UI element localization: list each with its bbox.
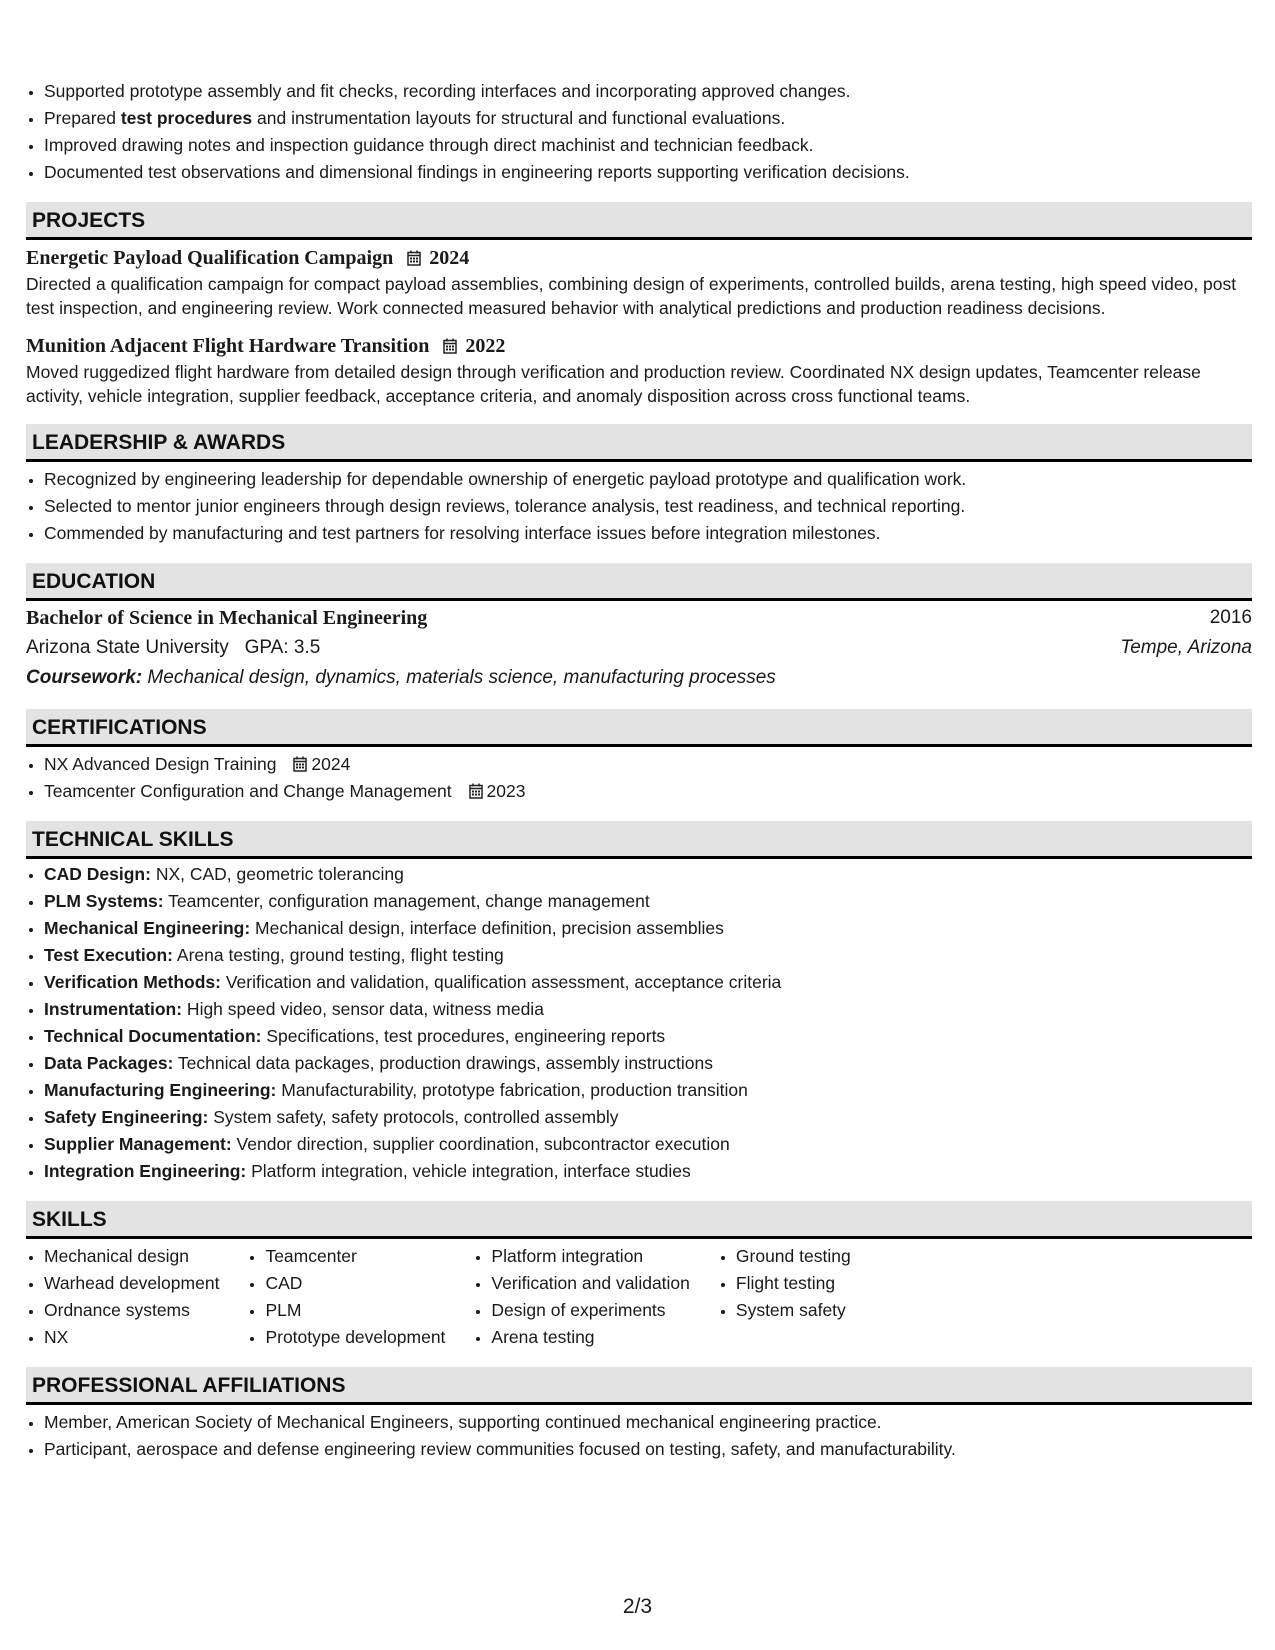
skills-column [473,1243,689,1351]
project-description: Directed a qualification campaign for compact payload assemblies, combining design of experiments, controlled builds, arena testing, high speed video, post test inspection, and engineering review. Work connected measured behavior with analytical predictions and production readiness decisions. [26,274,1237,318]
certification-item [44,751,1252,778]
skills-column [718,1243,851,1351]
certification-year: 2023 [486,781,526,801]
skill-item: • Verification and validation [491,1270,689,1297]
technical-skill-item: • Verification Methods: Verification and validation, qualification assessment, acceptance criteria [44,969,1252,996]
skill-item: • NX [44,1324,219,1351]
project-year: 2024 [429,247,470,269]
section-heading-education: EDUCATION [26,563,1252,601]
project-title: Munition Adjacent Flight Hardware Transition [26,335,430,357]
section-heading-technical-skills: TECHNICAL SKILLS [26,821,1252,859]
section-heading-leadership: LEADERSHIP & AWARDS [26,424,1252,462]
certifications-list [26,751,1252,805]
technical-skill-item: • PLM Systems: Teamcenter, configuration management, change management [44,888,1252,915]
experience-bullet: • Improved drawing notes and inspection guidance through direct machinist and technician feedback. [44,132,1252,159]
skill-item: • Warhead development [44,1270,219,1297]
leadership-item: • Commended by manufacturing and test partners for resolving interface issues before integration milestones. [44,520,1252,547]
project-entry [26,332,1252,408]
skills-column [247,1243,445,1351]
leadership-item: • Selected to mentor junior engineers through design reviews, tolerance analysis, test readiness, and technical reporting. [44,493,1252,520]
resume-page [26,78,1252,1463]
technical-skills-list [26,861,1252,1185]
experience-bullet: • Prepared test procedures and instrumentation layouts for structural and functional evaluations. [44,105,1252,132]
technical-skill-item: • Technical Documentation: Specifications, test procedures, engineering reports [44,1023,1252,1050]
technical-skill-item: • Data Packages: Technical data packages, production drawings, assembly instructions [44,1050,1252,1077]
skill-item: • System safety [736,1297,851,1324]
skill-item: • Platform integration [491,1243,689,1270]
certification-item [44,778,1252,805]
certification-year: 2024 [311,754,351,774]
education-entry [26,603,1252,693]
skill-item: • PLM [265,1297,445,1324]
experience-bullets [26,78,1252,186]
calendar-icon [469,780,483,796]
experience-bullet: • Supported prototype assembly and fit checks, recording interfaces and incorporating approved changes. [44,78,1252,105]
calendar-icon [443,338,457,354]
technical-skill-item: • Safety Engineering: System safety, safety protocols, controlled assembly [44,1104,1252,1131]
technical-skill-item: • CAD Design: NX, CAD, geometric tolerancing [44,861,1252,888]
section-heading-skills: SKILLS [26,1201,1252,1239]
skill-item: • CAD [265,1270,445,1297]
technical-skill-item: • Instrumentation: High speed video, sensor data, witness media [44,996,1252,1023]
gpa: GPA: 3.5 [244,637,321,658]
affiliation-item: • Member, American Society of Mechanical Engineers, supporting continued mechanical engineering practice. [44,1409,1252,1436]
affiliations-list [26,1409,1252,1463]
skill-item: • Teamcenter [265,1243,445,1270]
technical-skill-item: • Integration Engineering: Platform integration, vehicle integration, interface studies [44,1158,1252,1185]
certification-name: Teamcenter Configuration and Change Management [44,781,452,801]
leadership-item: • Recognized by engineering leadership for dependable ownership of energetic payload prototype and qualification work. [44,466,1252,493]
skills-column [26,1243,219,1351]
section-heading-certifications: CERTIFICATIONS [26,709,1252,747]
experience-bullet: • Documented test observations and dimensional findings in engineering reports supporting verification decisions. [44,159,1252,186]
skill-item: • Mechanical design [44,1243,219,1270]
affiliation-item: • Participant, aerospace and defense engineering review communities focused on testing, safety, and manufacturability. [44,1436,1252,1463]
leadership-list [26,466,1252,547]
skill-item: • Ordnance systems [44,1297,219,1324]
skill-item: • Flight testing [736,1270,851,1297]
project-year: 2022 [465,335,506,357]
skill-item: • Ground testing [736,1243,851,1270]
skill-item: • Prototype development [265,1324,445,1351]
coursework: Mechanical design, dynamics, materials science, manufacturing processes [147,667,776,688]
skill-item: • Arena testing [491,1324,689,1351]
coursework-label: Coursework: [26,667,143,688]
school-location: Tempe, Arizona [1120,637,1252,658]
project-description: Moved ruggedized flight hardware from detailed design through verification and production review. Coordinated NX design updates, Teamcenter release activity, vehicle integration, supplier feedback, acceptance criteria, and anomaly disposition across cross functional teams. [26,362,1201,406]
page-number: 2/3 [622,1595,653,1618]
project-entry [26,244,1252,320]
technical-skill-item: • Mechanical Engineering: Mechanical design, interface definition, precision assemblies [44,915,1252,942]
project-title: Energetic Payload Qualification Campaign [26,247,394,269]
section-heading-projects: PROJECTS [26,202,1252,240]
school-name: Arizona State University [26,637,229,658]
technical-skill-item: • Test Execution: Arena testing, ground testing, flight testing [44,942,1252,969]
technical-skill-item: • Supplier Management: Vendor direction, supplier coordination, subcontractor execution [44,1131,1252,1158]
skill-item: • Design of experiments [491,1297,689,1324]
graduation-year: 2016 [1209,607,1252,628]
degree: Bachelor of Science in Mechanical Engineering [26,607,428,629]
skills-grid [26,1243,1252,1351]
technical-skill-item: • Manufacturing Engineering: Manufacturability, prototype fabrication, production transition [44,1077,1252,1104]
section-heading-affiliations: PROFESSIONAL AFFILIATIONS [26,1367,1252,1405]
certification-name: NX Advanced Design Training [44,754,277,774]
calendar-icon [407,250,421,266]
calendar-icon [293,753,307,769]
